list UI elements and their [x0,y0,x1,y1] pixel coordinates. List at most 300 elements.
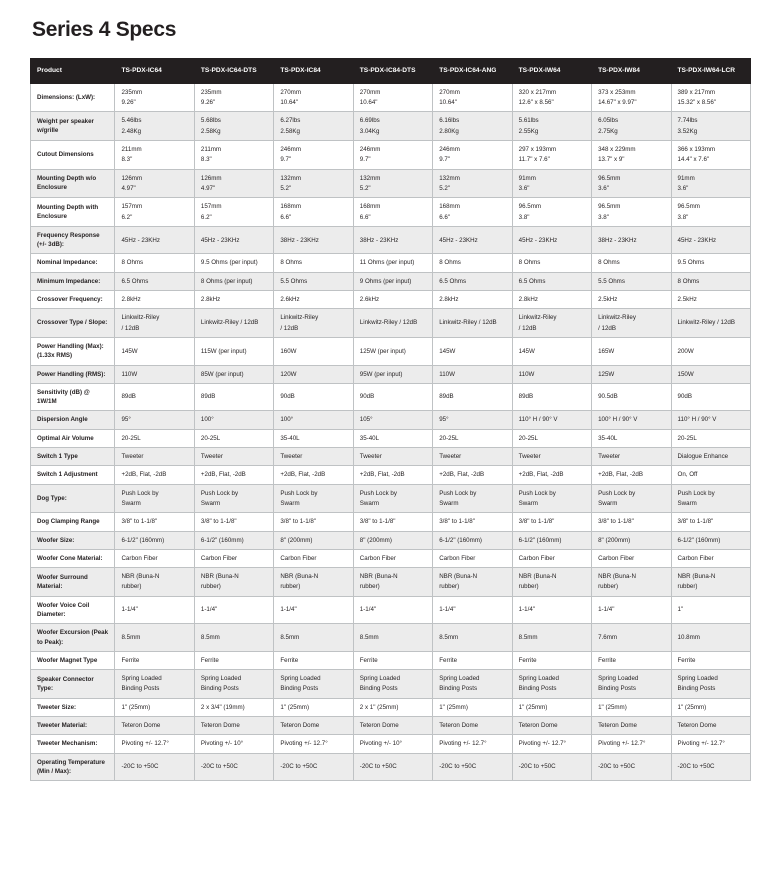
table-cell [592,568,671,597]
cell-line: 110W [121,370,138,378]
cell-line: 2.8kHz [200,296,221,304]
cell-line: Pivoting +/- 12.7° [121,740,169,748]
table-row [31,624,751,652]
table-cell [115,365,194,383]
table-cell [671,337,750,365]
cell-line: 5.2" [439,184,451,192]
table-cell [512,226,591,254]
table-cell [274,309,353,338]
table-cell [194,198,273,227]
table-cell [671,448,750,466]
table-cell [115,272,194,290]
table-cell [592,735,671,753]
cell-line: 3.6" [598,184,609,192]
cell-line: rubber) [439,583,460,591]
cell-line: 2.80Kg [439,127,459,135]
cell-line: 1-1/4" [439,606,456,614]
cell-line: 45Hz - 23KHz [677,236,717,244]
cell-line: Tweeter [200,453,223,461]
cell-line: 90dB [280,393,295,401]
cell-line: 2.55Kg [518,127,539,135]
cell-line: Spring Loaded [677,675,718,683]
table-cell [671,429,750,447]
cell-line: Swarm [280,499,300,507]
cell-line: / 12dB [121,324,140,332]
table-cell [671,198,750,227]
row-label: Crossover Type / Slope: [31,309,115,338]
table-cell [353,531,432,549]
table-cell [353,83,432,112]
cell-line: 91mm [677,174,695,182]
table-cell [592,365,671,383]
cell-line: +2dB, Flat, -2dB [121,471,167,479]
table-cell [194,448,273,466]
table-cell [353,698,432,716]
cell-line: 7.6mm [598,633,618,641]
table-cell [115,596,194,624]
cell-line: 168mm [439,203,460,211]
table-cell [274,383,353,411]
cell-line: Teteron Dome [598,722,637,730]
cell-line: 6-1/2" (160mm) [200,536,244,544]
cell-line: 1-1/4" [518,606,535,614]
table-cell [592,429,671,447]
table-cell [274,484,353,513]
cell-line: 91mm [518,174,536,182]
row-label: Woofer Size: [31,531,115,549]
table-cell [512,383,591,411]
cell-line: 110W [518,370,535,378]
table-cell [353,272,432,290]
table-cell [194,291,273,309]
table-cell [512,484,591,513]
cell-line: 20-25L [439,434,459,442]
table-row [31,365,751,383]
cell-line: rubber) [598,583,619,591]
cell-line: 38Hz - 23KHz [598,236,637,244]
cell-line: 1-1/4" [280,606,297,614]
table-cell [194,531,273,549]
cell-line: Binding Posts [200,685,239,693]
table-cell [353,411,432,429]
table-cell [353,141,432,170]
cell-line: 4.97" [121,184,136,192]
table-cell [353,448,432,466]
table-row [31,112,751,141]
cell-line: 9.7" [359,156,371,164]
cell-line: 89dB [439,393,454,401]
table-cell [433,309,512,338]
cell-line: 110° H / 90° V [677,416,717,424]
cell-line: 1" (25mm) [518,703,548,711]
cell-line: 110W [439,370,455,378]
row-label: Tweeter Size: [31,698,115,716]
row-label: Woofer Magnet Type [31,651,115,669]
cell-line: 96.5mm [598,174,621,182]
cell-line: 3.04Kg [359,127,380,135]
cell-line: Spring Loaded [359,675,401,683]
table-cell [433,448,512,466]
cell-line: 8.5mm [200,633,220,641]
table-cell [592,272,671,290]
cell-line: 35-40L [280,434,300,442]
cell-line: 3/8" to 1-1/8" [439,518,475,526]
table-cell [115,429,194,447]
cell-line: 35-40L [359,434,380,442]
table-row [31,83,751,112]
table-row [31,309,751,338]
table-cell [671,411,750,429]
cell-line: Spring Loaded [121,675,162,683]
row-label: Switch 1 Type [31,448,115,466]
row-label: Dog Type: [31,484,115,513]
table-cell [274,291,353,309]
cell-line: 1" (25mm) [677,703,707,711]
cell-line: Pivoting +/- 12.7° [518,740,567,748]
table-cell [433,670,512,699]
table-cell [194,753,273,781]
table-cell [194,254,273,272]
table-cell [433,429,512,447]
cell-line: 6.16lbs [439,117,460,125]
cell-line: 105° [359,416,373,424]
table-cell [194,272,273,290]
cell-line: 366 x 193mm [677,146,716,154]
table-cell [115,753,194,781]
cell-line: Spring Loaded [598,675,639,683]
table-cell [512,549,591,567]
cell-line: 15.32" x 8.56" [677,99,716,107]
table-cell [512,717,591,735]
table-cell [194,484,273,513]
table-cell [274,549,353,567]
cell-line: Binding Posts [439,685,478,693]
table-cell [592,513,671,531]
cell-line: Tweeter [518,453,541,461]
cell-line: 160W [280,347,297,355]
table-cell [274,624,353,652]
cell-line: 3.8" [598,213,609,221]
cell-line: 246mm [280,146,301,154]
cell-line: NBR (Buna-N [280,573,319,581]
table-cell [433,411,512,429]
table-cell [115,466,194,484]
cell-line: 8" (200mm) [598,536,631,544]
table-cell [592,466,671,484]
table-header-row [31,59,751,84]
table-row [31,717,751,735]
table-cell [274,141,353,170]
table-cell [671,169,750,198]
table-cell [512,429,591,447]
cell-line: Carbon Fiber [518,554,555,562]
table-cell [353,169,432,198]
cell-line: 8.5mm [121,633,141,641]
cell-line: 6.69lbs [359,117,380,125]
cell-line: 2.58Kg [200,127,221,135]
cell-line: Push Lock by [598,489,636,497]
cell-line: 5.68lbs [200,117,221,125]
cell-line: Ferrite [518,656,537,664]
table-cell [353,291,432,309]
cell-line: 7.74lbs [677,117,698,125]
cell-line: 1" (25mm) [121,703,151,711]
row-label: Crossover Frequency: [31,291,115,309]
cell-line: 235mm [121,88,143,96]
cell-line: Binding Posts [280,685,319,693]
cell-line: 8 Ohms [518,259,541,267]
table-cell [592,698,671,716]
table-cell [592,291,671,309]
table-row [31,337,751,365]
table-cell [512,337,591,365]
cell-line: 2.75Kg [598,127,618,135]
table-cell [274,226,353,254]
cell-line: 85W (per input) [200,370,244,378]
table-cell [274,429,353,447]
cell-line: 8.5mm [280,633,300,641]
table-cell [194,365,273,383]
cell-line: 45Hz - 23KHz [439,236,478,244]
table-cell [353,309,432,338]
cell-line: rubber) [359,583,380,591]
table-cell [353,337,432,365]
cell-line: rubber) [677,583,698,591]
table-row [31,291,751,309]
cell-line: Push Lock by [200,489,239,497]
table-row [31,651,751,669]
row-label: Dispersion Angle [31,411,115,429]
cell-line: 126mm [121,174,143,182]
table-cell [671,568,750,597]
cell-line: 96.5mm [677,203,700,211]
cell-line: 20-25L [677,434,697,442]
cell-line: 1" (25mm) [439,703,468,711]
cell-line: rubber) [121,583,142,591]
table-cell [194,83,273,112]
cell-line: 6.27lbs [280,117,301,125]
cell-line: 2.6kHz [280,296,300,304]
table-cell [115,112,194,141]
row-label: Sensitivity (dB) @ 1W/1M [31,383,115,411]
cell-line: Spring Loaded [439,675,480,683]
table-cell [592,83,671,112]
table-cell [115,411,194,429]
table-cell [512,624,591,652]
table-cell [433,272,512,290]
table-cell [194,429,273,447]
cell-line: NBR (Buna-N [359,573,398,581]
cell-line: Teteron Dome [677,722,717,730]
table-cell [433,624,512,652]
table-cell [592,169,671,198]
cell-line: Pivoting +/- 10° [359,740,402,748]
cell-line: 6.5 Ohms [439,277,467,285]
table-cell [592,670,671,699]
cell-line: 6.5 Ohms [121,277,149,285]
table-cell [512,254,591,272]
cell-line: 8 Ohms [439,259,461,267]
cell-line: NBR (Buna-N [200,573,239,581]
table-cell [274,717,353,735]
table-cell [353,753,432,781]
cell-line: / 12dB [280,324,299,332]
cell-line: Carbon Fiber [200,554,238,562]
column-header-model: TS-PDX-IW64 [512,59,591,84]
row-label: Mounting Depth w/o Enclosure [31,169,115,198]
table-cell [512,272,591,290]
cell-line: 96.5mm [598,203,621,211]
column-header-model: TS-PDX-IW84 [592,59,671,84]
table-cell [671,753,750,781]
table-cell [592,596,671,624]
cell-line: Linkwitz-Riley [518,314,557,322]
cell-line: Carbon Fiber [359,554,396,562]
cell-line: Linkwitz-Riley [280,314,319,322]
cell-line: Swarm [598,499,618,507]
table-cell [274,112,353,141]
table-cell [353,198,432,227]
cell-line: 95W (per input) [359,370,403,378]
row-label: Woofer Excursion (Peak to Peak): [31,624,115,652]
cell-line: rubber) [518,583,539,591]
cell-line: Dialogue Enhance [677,453,729,461]
cell-line: 8 Ohms [121,259,144,267]
table-cell [433,753,512,781]
table-cell [512,448,591,466]
table-cell [671,513,750,531]
table-cell [671,549,750,567]
table-cell [671,624,750,652]
table-cell [512,670,591,699]
cell-line: -20C to +50C [677,763,715,771]
cell-line: Teteron Dome [280,722,320,730]
table-cell [433,226,512,254]
table-cell [433,383,512,411]
table-cell [353,624,432,652]
cell-line: 211mm [121,146,142,154]
table-cell [671,291,750,309]
table-cell [512,309,591,338]
cell-line: -20C to +50C [518,763,556,771]
cell-line: 150W [677,370,694,378]
cell-line: 200W [677,347,694,355]
table-row [31,169,751,198]
cell-line: 297 x 193mm [518,146,557,154]
cell-line: 132mm [280,174,301,182]
cell-line: 6-1/2" (160mm) [121,536,165,544]
cell-line: NBR (Buna-N [598,573,636,581]
table-cell [194,337,273,365]
cell-line: 6.5 Ohms [518,277,546,285]
table-cell [433,291,512,309]
cell-line: +2dB, Flat, -2dB [518,471,564,479]
table-cell [592,411,671,429]
table-cell [512,112,591,141]
row-label: Minimum Impedance: [31,272,115,290]
cell-line: 8" (200mm) [280,536,313,544]
table-cell [115,651,194,669]
row-label: Woofer Surround Material: [31,568,115,597]
cell-line: 3/8" to 1-1/8" [518,518,555,526]
cell-line: 5.2" [280,184,292,192]
column-header-model: TS-PDX-IC64-ANG [433,59,512,84]
table-row [31,698,751,716]
table-row [31,429,751,447]
cell-line: 2.6kHz [359,296,380,304]
table-cell [671,484,750,513]
table-cell [194,670,273,699]
cell-line: 373 x 253mm [598,88,636,96]
table-cell [512,291,591,309]
cell-line: 115W (per input) [200,347,247,355]
row-label: Operating Temperature (Min / Max): [31,753,115,781]
cell-line: 246mm [439,146,460,154]
table-cell [512,141,591,170]
table-row [31,484,751,513]
cell-line: 100° H / 90° V [598,416,638,424]
cell-line: Binding Posts [677,685,716,693]
cell-line: / 12dB [598,324,616,332]
column-header-model: TS-PDX-IC64 [115,59,194,84]
cell-line: 45Hz - 23KHz [200,236,240,244]
cell-line: 1" (25mm) [280,703,310,711]
table-cell [353,466,432,484]
cell-line: 348 x 229mm [598,146,636,154]
cell-line: Teteron Dome [439,722,479,730]
cell-line: 157mm [200,203,222,211]
table-row [31,254,751,272]
cell-line: Binding Posts [518,685,557,693]
table-cell [115,513,194,531]
table-cell [433,596,512,624]
table-cell [592,226,671,254]
cell-line: 3/8" to 1-1/8" [359,518,396,526]
cell-line: Linkwitz-Riley / 12dB [200,319,259,327]
table-cell [115,83,194,112]
table-row [31,513,751,531]
table-cell [671,272,750,290]
cell-line: 6.6" [439,213,451,221]
cell-line: NBR (Buna-N [439,573,478,581]
cell-line: 20-25L [518,434,538,442]
row-label: Power Handling (Max): (1.33x RMS) [31,337,115,365]
table-cell [433,568,512,597]
cell-line: 6.2" [121,213,133,221]
table-cell [592,549,671,567]
table-cell [274,337,353,365]
cell-line: -20C to +50C [200,763,238,771]
cell-line: 12.6" x 8.56" [518,99,554,107]
table-cell [353,112,432,141]
cell-line: Ferrite [598,656,616,664]
cell-line: 8 Ohms (per input) [200,277,253,285]
cell-line: 2.8kHz [439,296,459,304]
cell-line: 100° [280,416,294,424]
cell-line: 8.3" [121,156,133,164]
table-cell [671,141,750,170]
table-cell [274,670,353,699]
cell-line: 270mm [280,88,301,96]
cell-line: Carbon Fiber [677,554,714,562]
table-cell [512,198,591,227]
table-row [31,226,751,254]
cell-line: 3.6" [518,184,530,192]
cell-line: 6.6" [280,213,292,221]
cell-line: 165W [598,347,615,355]
cell-line: 14.4" x 7.6" [677,156,710,164]
table-row [31,141,751,170]
